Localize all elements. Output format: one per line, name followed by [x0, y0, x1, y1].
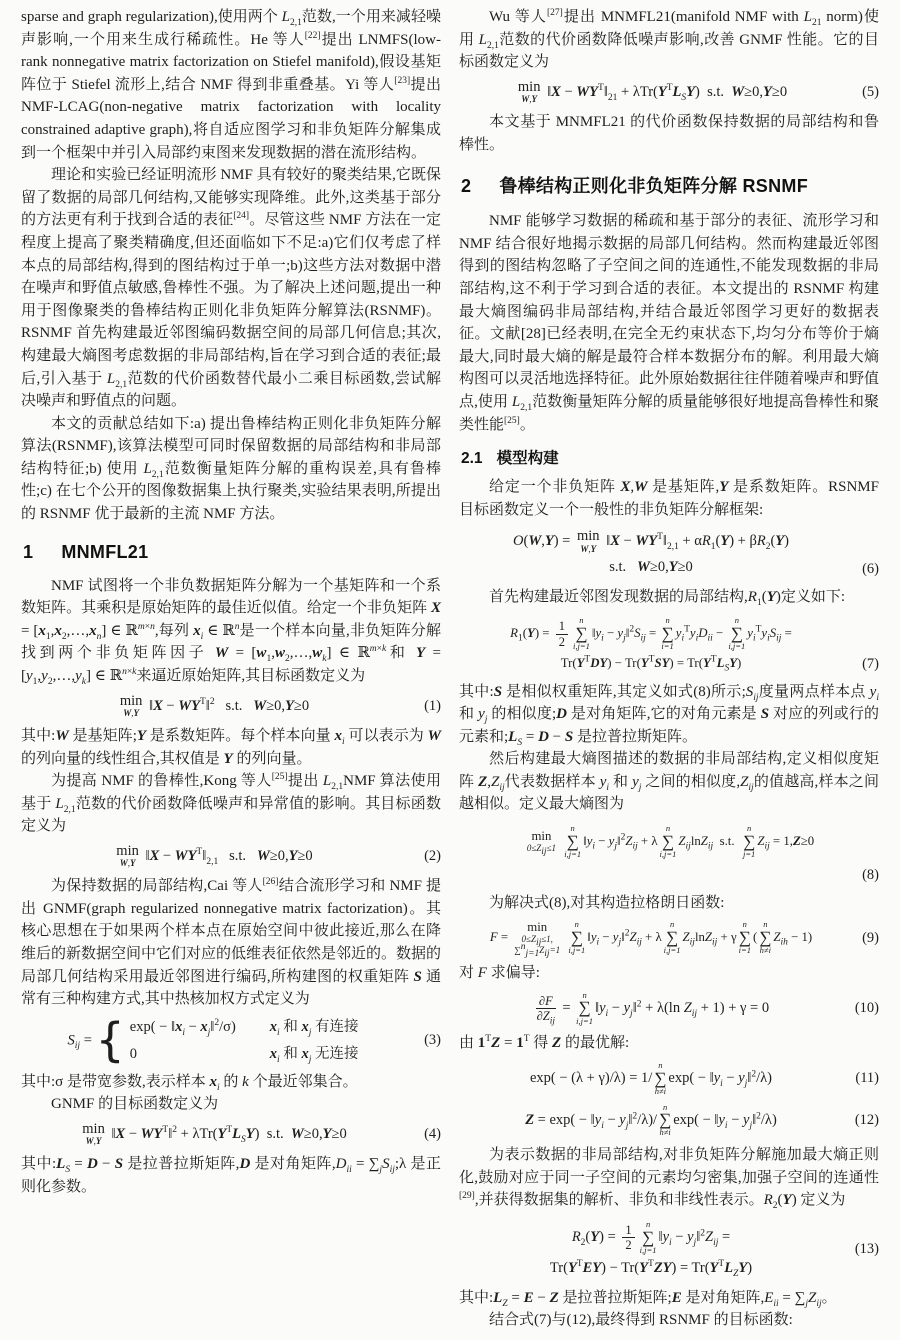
subsection-heading-2-1 [461, 446, 879, 468]
paragraph: 理论和实验已经证明流形 NMF 具有较好的聚类结果,它既保留了数据的局部几何结构,又能够实现降维。此外,这类基于部分的方法更有利于找到合适的表征[24]。尽管这些 NMF 方法在一定程度上提高了聚类精确度,但还面临如下不足:a)它们仅考虑了样本点的局部结构,得到的图结构过于单一;b)这些方法对数据中潜在噪声和野值点敏感,鲁棒性不强。为了解决上述问题,提出一种用于图像聚类的鲁棒结构正则化非负矩阵分解算法(RSNMF)。RSNMF 首先构建最近邻图编码数据空间的局部几何信息;其次,构建最大熵图考虑数据的非局部结构,旨在学习到合适的表征;最后,引入基于 $L_{2,1}$范数的代价函数替代最小二乘目标函数,尝试解决噪声和野值点的问题。 [21, 167, 441, 410]
equation-body: $\frac{\partial F}{\partial Z_{ij}}$ = n ∑ i,j=1 $‖y_i$ − $y_j‖^2 + \lambda(\ln$ $Z_{ij} + 1) + \gamma = 0$ [536, 989, 770, 1027]
equation-number: (10) [854, 999, 879, 1016]
paragraph: 结合式(7)与(12),最终得到 RSNMF 的目标函数: [489, 1312, 793, 1329]
equation-number: (13) [854, 1240, 879, 1257]
equation-number: (6) [862, 560, 879, 577]
equation-11 [459, 1061, 879, 1097]
section-heading-1 [23, 542, 441, 563]
paragraph: sparse and graph regularization),使用两个 $L_{2,1}$范数,一个用来减轻噪声影响,一个用来生成行稀疏性。He 等人[22]提出 LNMFS(low-rank nonnegative matrix factorization on Stiefel manifold),假设基矩阵位于 Stiefel 流形上,结合 NMF 得到非重叠基。Yi 等人[23]提出 NMF-LCAG(non-negative matrix factorization with locality constrained adaptive graph),将自适应图学习和非负矩阵分解集成到一个框架中并引入局部约束图来发现数据的潜在流形结构。 [21, 9, 441, 161]
paragraph: 本文基于 MNMFL21 的代价函数保持数据的局部结构和鲁棒性。 [459, 114, 879, 153]
section-heading-2 [461, 172, 879, 198]
equation-body: min W,Y ‖X − $WY^T‖_{21} + \lambda Tr(Y^TL_SY)$ s.t. W≥0,Y≥0 [517, 78, 788, 105]
paragraph: Wu 等人[27]提出 MNMFL21(manifold NMF with $L_{21}$ norm)使用 $L_{2,1}$范数的代价函数降低噪声影响,改善 GNMF 性能。它的目标函数定义为 [459, 8, 879, 71]
paragraph: 其中$:L_S = D - S$ 是拉普拉斯矩阵,D 是对角矩阵$,D_{ii}$ = $\sum_jS_{ij};\lambda$ 是正则化参数。 [21, 1156, 441, 1195]
equation-number: (8) [862, 866, 879, 883]
paragraph: 首先构建最近邻图发现数据的局部结构$,R_1(Y)$定义如下: [489, 588, 846, 608]
equation-7 [459, 614, 879, 674]
equation-1 [21, 694, 441, 719]
equation-body: min $0\le Z_{ij}\le 1$ n ∑ i,j=1 $‖y_i$ − $y_j‖^2Z_{ij} + \lambda$ n ∑ i,j=1 $Z_{ij}\ln Z_{ij}$ s.t. n ∑ j=1 $Z_{ij} = 1,Z\ge 0$ [526, 823, 815, 859]
paragraph: 为保持数据的局部结构,Cai 等人[26]结合流形学习和 NMF 提出 GNMF(graph regularized nonnegative matrix factorization)。其核心思想在于如果两个样本点在原始空间中彼此接近,那么在降维后的新数据空间中它们对应的低维表征依然是邻近的。数据的局部几何结构采用最近邻图进行编码,所构建图的权重矩阵 S 通常有三种构建方式,其中热核加权方式定义为 [21, 877, 442, 1008]
paragraph: 本文的贡献总结如下:a) 提出鲁棒结构正则化非负矩阵分解算法(RSNMF),该算法模型可同时保留数据的局部结构和非局部结构特征;b) 使用 $L_{2,1}$范数衡量矩阵分解的重构误差,具有鲁棒性;c) 在七个公开的图像数据集上执行聚类,实验结果表明,所提出的 RSNMF 优于最新的主流 NMF 方法。 [21, 415, 441, 523]
equation-body: $Z = \exp( - ‖y_i$ − $y_j‖^2/\lambda)/$ n ∑ h≠i $\exp( - ‖y_i$ − $y_j‖^2/\lambda$) [525, 1101, 777, 1138]
equation-body: $S_{ij}$ = { $\exp( - ‖x_i$ − $x_j‖^2/\sigma$) $x_i$ 和 $x_j$ 有连接 0 $x_i$ 和 $x_j$ 无连接 [67, 1013, 359, 1068]
equation-5 [459, 80, 879, 105]
equation-body: min W,Y ‖X − $WY^T‖_{2,1}$ s.t. W≥0,Y≥0 [116, 842, 313, 869]
paragraph: 给定一个非负矩阵 X,W 是基矩阵,Y 是系数矩阵。RSNMF 目标函数定义一个一般性的非负矩阵分解框架: [459, 479, 879, 518]
equation-body: $R_1(Y)$ = $\frac{1}{2}$ n ∑ i,j=1 $‖y_i$ − $y_j‖^2S_{ij}$ = n ∑ i=1 $y_i^Ty_iD_{ii}$ − n ∑ i,j=1 $y_i^Ty_iS_{ij}$ = $Tr(Y^TDY) - Tr(Y^TSY) = Tr(Y^TL_SY)$ [510, 615, 792, 674]
equation-number: (3) [424, 1032, 441, 1049]
subsection-number: 2.1 [461, 450, 483, 468]
paragraph: 其中:W 是基矩阵;Y 是系数矩阵。每个样本向量 $x_i$ 可以表示为 W 的列向量的线性组合,其权值是 Y 的列向量。 [21, 727, 442, 767]
equation-number: (12) [854, 1111, 879, 1128]
paragraph: 由 $1^TZ = 1^T$ 得 Z 的最优解: [459, 1034, 630, 1052]
section-number: 1 [23, 541, 34, 562]
paragraph: 其中:σ 是带宽参数,表示样本 $x_i$ 的 k 个最近邻集合。 [21, 1073, 358, 1093]
equation-number: (4) [424, 1126, 441, 1143]
equation-body: O(W,Y) = min W,Y ‖X − $WY^T‖_{2,1} + \alpha R_1(Y) + \beta R_2(Y)$ s.t. W≥0,Y≥0 [512, 528, 789, 575]
section-title: MNMFL21 [61, 541, 149, 562]
equation-body: exp( − (λ + γ)/λ) = 1/ n ∑ h≠i $\exp( - ‖y_i$ − $y_j‖^2/\lambda$) [529, 1059, 772, 1096]
subsection-title: 模型构建 [496, 450, 559, 468]
equation-number: (11) [855, 1070, 879, 1087]
equation-number: (9) [862, 929, 879, 946]
equation-9 [459, 919, 879, 959]
paragraph: NMF 试图将一个非负数据矩阵分解为一个基矩阵和一个系数矩阵。其乘积是原始矩阵的最佳近似值。给定一个非负矩阵 $X = [x_1,x_2,\dots,x_n]$ ∈ ℝ$^{m\times n}$,每列 $x_i$ ∈ ℝ$^n$是一个样本向量,非负矩阵分解找到两个非负矩阵因子 $W = [w_1,w_2,\dots,w_k]$ ∈ ℝ$^{m\times k}$和 $Y = [y_1,y_2,\dots,y_k]$ ∈ ℝ$^{n\times k}$来逼近原始矩阵,其目标函数定义为 [21, 577, 441, 688]
equation-body: F = min $0\le Z_{ij}\le 1$, $\sum^n_{j=1}Z_{ij}=1$ n ∑ i,j=1 $‖y_i$ − $y_j‖^2Z_{ij} + \lambda$ n ∑ i,j=1 $Z_{ij}\ln Z_{ij} + \gamma$ n ∑ i=1 ( n ∑ h≠i $Z_{ih} - 1$) [489, 919, 813, 959]
equation-6 [459, 527, 879, 579]
equation-3 [21, 1013, 441, 1068]
equation-body: $R_2(Y)$ = $\frac{1}{2}$ n ∑ i,j=1 $‖y_i$ − $y_j‖^2Z_{ij}$ = $Tr(Y^TEY) - Tr(Y^TZY) = Tr(Y^TL_ZY)$ [549, 1219, 753, 1279]
column-left [21, 6, 441, 1332]
paragraph: 对 F 求偏导: [459, 965, 540, 982]
paragraph: 为表示数据的非局部结构,对非负矩阵分解施加最大熵正则化,鼓励对应于同一子空间的元素均匀密集,加强子空间的连通性[29],并获得数据集的解析、非负和非线性表示。$R_2(Y)$ 定义为 [459, 1147, 879, 1212]
equation-body: min W,Y ‖X − $WY^T‖^2 + \lambda Tr(Y^TL_SY)$ s.t. W≥0,Y≥0 [82, 1120, 347, 1147]
equation-body: min W,Y ‖X − $WY^T‖^2$ s.t. W≥0,Y≥0 [119, 692, 310, 719]
paragraph: NMF 能够学习数据的稀疏和基于部分的表征、流形学习和 NMF 结合很好地揭示数据的局部几何结构。然而构建最近邻图得到的图结构忽略了子空间之间的连通性,不能发现数据的非局部结构,这不利于学习到合适的表征。本文提出的 RSNMF 构建最大熵图编码非局部结构,并结合最近邻图学习更好的数据表征。文献[28]已经表明,在完全无约束状态下,均匀分布等价于熵最大,同时最大熵的解是最符合样本数据分布的解。利用最大熵构图可以灵活地选择特征。此外原始数据往往伴随着噪声和野值点,使用 $L_{2,1}$范数衡量矩阵分解的质量能够很好地提高鲁棒性和聚类性能[25]。 [459, 213, 880, 433]
equation-number: (2) [424, 848, 441, 865]
equation-8 [459, 822, 879, 886]
paragraph: 然后构建最大熵图描述的数据的非局部结构,定义相似度矩阵 $Z,Z_{ij}$代表数据样本 $y_i$ 和 $y_j$ 之间的相似度$,Z_{ij}$的值越高,样本之间越相似。定义最大熵图为 [459, 751, 879, 813]
equation-13 [459, 1218, 879, 1281]
paragraph: 为提高 NMF 的鲁棒性,Kong 等人[25]提出 $L_{2,1}NMF$ 算法使用基于 $L_{2,1}$范数的代价函数降低噪声和异常值的影响。其目标函数定义为 [21, 772, 441, 835]
equation-12 [459, 1103, 879, 1139]
equation-number: (1) [424, 697, 441, 714]
equation-4 [21, 1122, 441, 1147]
equation-number: (7) [862, 655, 879, 672]
equation-number: (5) [862, 83, 879, 100]
paragraph: 为解决式(8),对其构造拉格朗日函数: [489, 894, 725, 911]
paragraph: GNMF 的目标函数定义为 [51, 1096, 219, 1113]
equation-2 [21, 844, 441, 869]
section-title: 鲁棒结构正则化非负矩阵分解 RSNMF [499, 176, 809, 197]
paragraph: 其中$:L_Z = E - Z$ 是拉普拉斯矩阵;E 是对角矩阵$,E_{ii} = \sum_jZ_{ij}$。 [459, 1289, 837, 1309]
column-right [459, 6, 879, 1332]
paragraph: 其中:S 是相似权重矩阵,其定义如式(8)所示$;S_{ij}$度量两点样本点 $y_i$ 和 $y_j$ 的相似度;D 是对角矩阵,它的对角元素是 S 对应的列或行的元素和$;L_S = D - S$ 是拉普拉斯矩阵。 [459, 683, 879, 748]
equation-10 [459, 991, 879, 1027]
section-number: 2 [461, 176, 472, 197]
